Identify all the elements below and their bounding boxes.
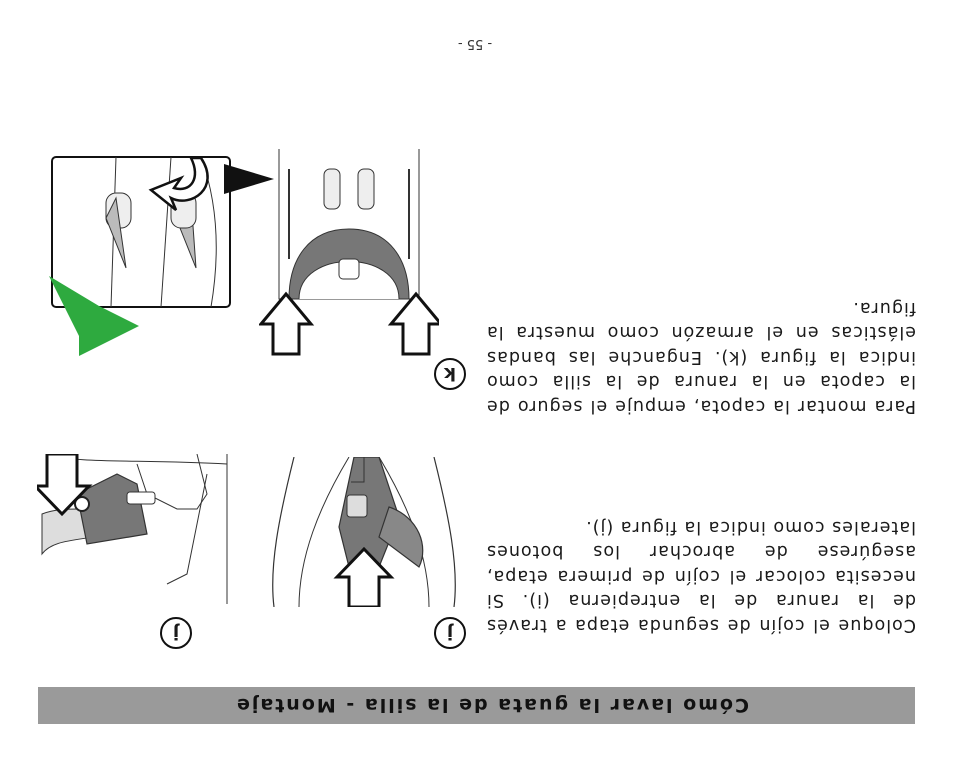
up-arrow-right-icon (261, 294, 311, 354)
canopy-mount-illustration (259, 149, 439, 359)
instruction-text-j: Coloque el cojín de segunda etapa a través de la ranura de la entrepierna (i). Si necesita colocar el cojín de primera etapa, asegúrese de abrochar los botones laterales como indica la figura (j). (486, 517, 916, 635)
figure-badge-k: k (434, 358, 466, 390)
section-title: Cómo lavar la guata de la silla - Montaje (234, 694, 749, 717)
figure-badge-j-alt: j (160, 617, 192, 649)
section-header (38, 687, 915, 724)
green-triangle-accent (49, 276, 139, 356)
side-button-illustration (37, 454, 237, 604)
inset-pointer (224, 164, 274, 194)
instruction-text-k: Para montar la capota, empuje el seguro de la capota en la ranura de la silla como indica la figura (k). Enganche las bandas elásticas en el armazón como muestra la figura. (486, 298, 916, 416)
up-arrow-left-icon (391, 294, 439, 354)
page-number: - 55 - (457, 36, 493, 51)
crotch-cushion-illustration (269, 457, 459, 607)
figure-badge-j: j (434, 617, 466, 649)
